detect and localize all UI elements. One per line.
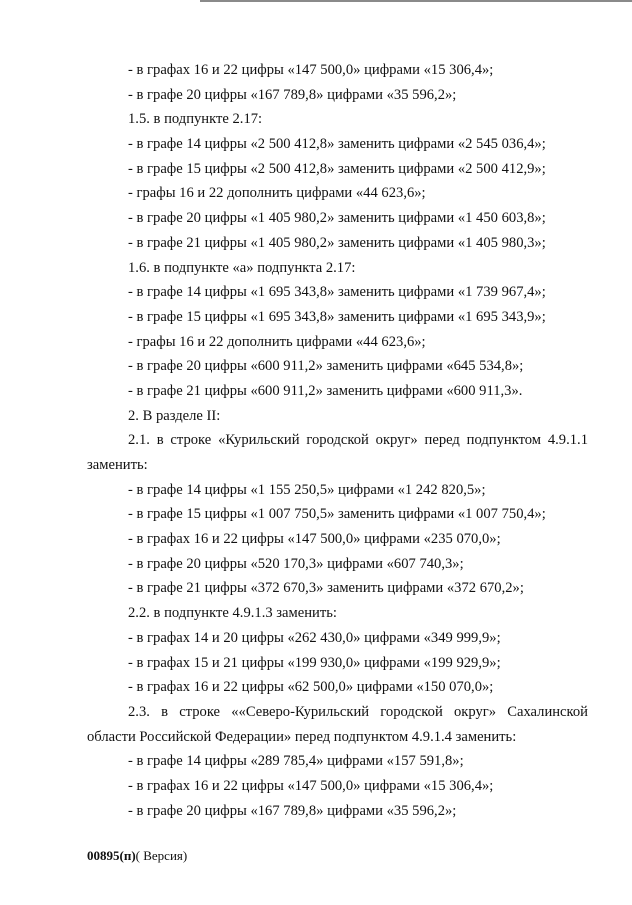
text-line: - в графе 20 цифры «600 911,2» заменить цифрами «645 534,8»; xyxy=(128,358,524,375)
text-line: - в графе 20 цифры «167 789,8» цифрами «35 596,2»; xyxy=(128,86,457,103)
text-line: - в графе 14 цифры «2 500 412,8» заменить цифрами «2 545 036,4»; xyxy=(128,136,546,153)
text-line: - в графах 14 и 20 цифры «262 430,0» цифрами «349 999,9»; xyxy=(128,629,501,646)
text-line: - в графах 16 и 22 цифры «62 500,0» цифрами «150 070,0»; xyxy=(128,679,494,696)
text-line: - в графе 20 цифры «1 405 980,2» заменить цифрами «1 450 603,8»; xyxy=(128,210,546,227)
document-code: 00895(п) xyxy=(87,848,136,863)
text-line: - в графе 14 цифры «1 695 343,8» заменить цифрами «1 739 967,4»; xyxy=(128,284,546,301)
text-line: - в графе 21 цифры «1 405 980,2» заменить цифрами «1 405 980,3»; xyxy=(128,234,546,251)
subsection-heading: 1.6. в подпункте «а» подпункта 2.17: xyxy=(128,259,356,276)
subsection-heading: 2.1. в строке «Курильский городской округ» перед подпунктом 4.9.1.1 xyxy=(128,432,588,449)
text-line: - в графах 16 и 22 цифры «147 500,0» цифрами «15 306,4»; xyxy=(128,62,494,78)
text-line: - в графе 20 цифры «520 170,3» цифрами «607 740,3»; xyxy=(128,555,464,572)
section-heading: 2. В разделе II: xyxy=(128,407,221,424)
text-line: - в графе 21 цифры «600 911,2» заменить цифрами «600 911,3». xyxy=(128,382,523,399)
document-footer xyxy=(87,848,187,864)
text-line: - графы 16 и 22 дополнить цифрами «44 623,6»; xyxy=(128,333,426,350)
text-line: - в графах 16 и 22 цифры «147 500,0» цифрами «15 306,4»; xyxy=(128,777,494,794)
text-line: - в графе 14 цифры «289 785,4» цифрами «157 591,8»; xyxy=(128,753,464,770)
top-scan-rule xyxy=(200,0,632,2)
text-line: - в графах 15 и 21 цифры «199 930,0» цифрами «199 929,9»; xyxy=(128,654,501,671)
text-line: - в графе 20 цифры «167 789,8» цифрами «35 596,2»; xyxy=(128,802,457,819)
subsection-heading: 1.5. в подпункте 2.17: xyxy=(128,111,263,128)
text-line: - в графе 15 цифры «1 695 343,8» заменить цифрами «1 695 343,9»; xyxy=(128,308,546,325)
text-line: - в графе 14 цифры «1 155 250,5» цифрами «1 242 820,5»; xyxy=(128,481,486,498)
version-label: ( Версия) xyxy=(135,848,188,863)
text-line: - в графах 16 и 22 цифры «147 500,0» цифрами «235 070,0»; xyxy=(128,531,501,548)
text-line: - в графе 21 цифры «372 670,3» заменить цифрами «372 670,2»; xyxy=(128,580,524,597)
text-line: области Российской Федерации» перед подпунктом 4.9.1.4 заменить: xyxy=(87,728,517,745)
text-line: - в графе 15 цифры «1 007 750,5» заменить цифрами «1 007 750,4»; xyxy=(128,506,546,523)
document-body xyxy=(0,58,632,823)
subsection-heading: 2.3. в строке ««Северо-Курильский городской округ» Сахалинской xyxy=(128,703,588,720)
subsection-heading: 2.2. в подпункте 4.9.1.3 заменить: xyxy=(128,605,337,622)
text-line: - в графе 15 цифры «2 500 412,8» заменить цифрами «2 500 412,9»; xyxy=(128,160,546,177)
text-line: заменить: xyxy=(87,457,148,473)
text-line: - графы 16 и 22 дополнить цифрами «44 623,6»; xyxy=(128,185,426,202)
